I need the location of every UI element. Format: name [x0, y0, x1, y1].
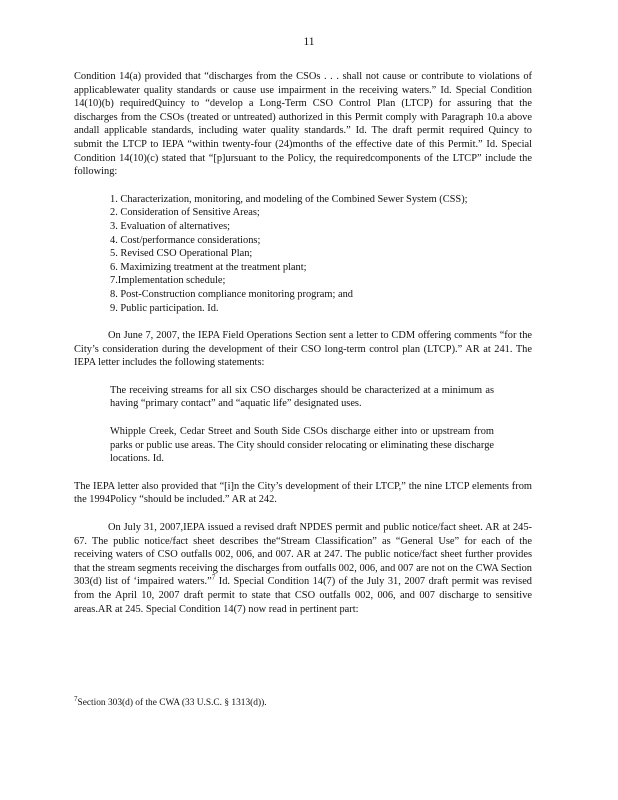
page-number: 11 — [303, 36, 315, 48]
ltcp-components-list — [110, 193, 532, 315]
footnote-text: Section 303(d) of the CWA (33 U.S.C. § 1313(d)). — [77, 698, 267, 708]
block-quote-receiving-streams: The receiving streams for all six CSO discharges should be characterized at a minimum as having “primary contact” and “aquatic life” designated uses. — [110, 384, 494, 410]
list-item: 7.Implementation schedule; — [110, 275, 226, 287]
footnote-mark: 7 — [74, 694, 78, 703]
paragraph-july-31-permit — [74, 521, 532, 616]
footnote-reference: 7 — [211, 573, 216, 582]
list-item: 6. Maximizing treatment at the treatment plant; — [110, 261, 307, 273]
footnote — [74, 694, 267, 709]
list-item: 8. Post-Construction compliance monitoring program; and — [110, 288, 353, 300]
paragraph-ltcp-elements: The IEPA letter also provided that “[i]n the City’s development of their LTCP,” the nine LTCP elements from the 1994Policy “should be included.” AR at 242. — [74, 480, 532, 506]
list-item: 5. Revised CSO Operational Plan; — [110, 248, 253, 260]
list-item: 1. Characterization, monitoring, and modeling of the Combined Sewer System (CSS); — [110, 193, 468, 205]
list-item: 9. Public participation. Id. — [110, 302, 219, 314]
list-item: 4. Cost/performance considerations; — [110, 234, 261, 246]
paragraph-june-7-letter: On June 7, 2007, the IEPA Field Operations Section sent a letter to CDM offering comments “for the City’s consideration during the development of their CSO long-term control plan (LTCP).” AR at 241. The IEPA letter includes the following statements: — [74, 330, 532, 369]
list-item: 3. Evaluation of alternatives; — [110, 220, 231, 232]
block-quote-whipple-creek: Whipple Creek, Cedar Street and South Side CSOs discharge either into or upstream from parks or public use areas. The City should consider relocating or eliminating these discharge locations. Id. — [110, 426, 494, 465]
body-text — [74, 70, 532, 630]
paragraph-july-31-text: On July 31, 2007,IEPA issued a revised draft NPDES permit and public notice/fact sheet. AR at 245-67. The public notice/fact sheet describes the“Stream Classification” as “General Use” for each of the receiving waters of CSO outfalls 002, 006, and 007. AR at 247. The public notice/fact sheet further provides that the stream segments receiving the discharges from outfalls 002, 006, and 007 are not on the CWA Section 303(d) list of ‘impaired waters.”$^7$ Id. Special Condition 14(7) of the July 31, 2007 draft permit was revised from the April 10, 2007 draft permit to state that CSO outfalls 002, 006, and 007 discharge to sensitive areas.AR at 245. Special Condition 14(7) now read in pertinent part: — [74, 522, 533, 615]
paragraph-special-condition-14: Condition 14(a) provided that “discharges from the CSOs . . . shall not cause or contribute to violations of applicablewater quality standards or cause use impairment in the receiving waters.” Id. Special Condition 14(10)(b) requiredQuincy to “develop a Long-Term CSO Control Plan (LTCP) for assuring that the discharges from the CSOs (treated or untreated) authorized in this Permit comply with Paragraph 10.a above andall applicable standards, including water quality standards.” Id. The draft permit required Quincy to submit the LTCP to IEPA “within twenty-four (24)months of the effective date of this Permit.” Id. Special Condition 14(10)(c) stated that “[p]ursuant to the Policy, the requiredcomponents of the LTCP” include the following: — [74, 71, 532, 178]
list-item: 2. Consideration of Sensitive Areas; — [110, 207, 260, 219]
